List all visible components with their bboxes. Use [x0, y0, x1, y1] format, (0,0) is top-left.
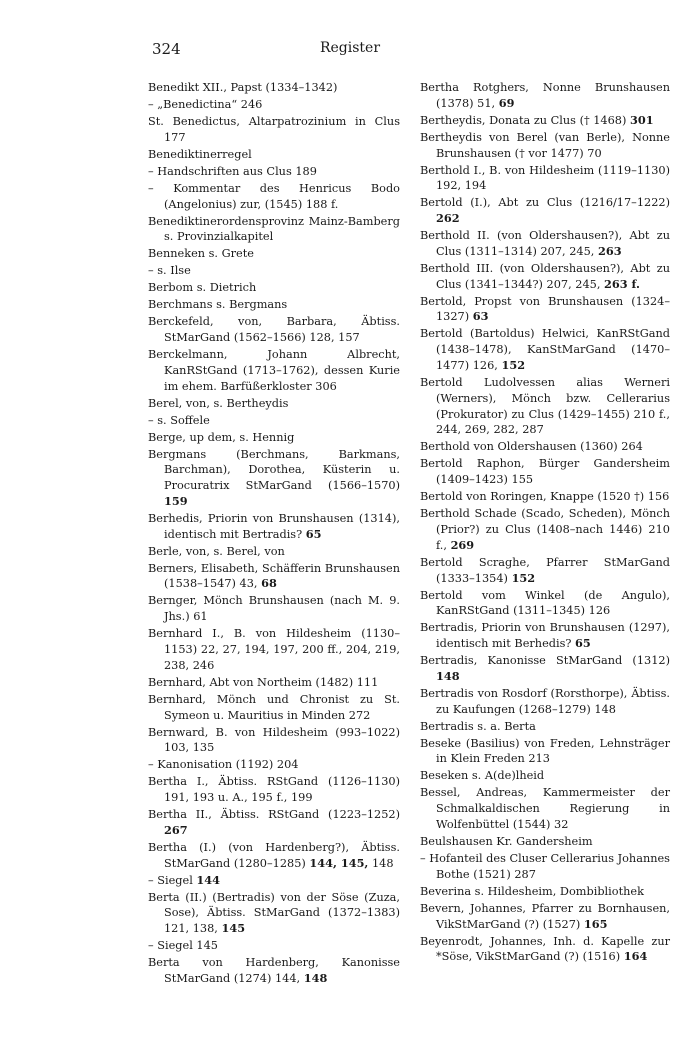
index-entry	[420, 884, 670, 900]
entry-text: Benedikt XII., Papst (1334–1342)	[148, 81, 338, 94]
entry-text: Berbom s. Dietrich	[148, 281, 257, 295]
index-entry	[148, 561, 400, 593]
index-entry	[148, 774, 400, 806]
index-entry	[148, 430, 400, 446]
entry-text: Bertold Raphon, Bürger Gandersheim (1409–1423) 155	[420, 457, 670, 487]
entry-text: Berckelmann, Johann Albrecht, KanRStGand (1713–1762), dessen Kurie im ehem. Barfüßerkloster 306	[148, 348, 400, 393]
entry-text: Bevern, Johannes, Pfarrer zu Bornhausen, VikStMarGand (?) (1527)	[420, 901, 670, 931]
index-subentry	[148, 164, 400, 180]
entry-page-ref: 65	[305, 526, 322, 541]
entry-page-ref: 262	[436, 211, 460, 226]
entry-text: St. Benedictus, Altarpatrozinium in Clus 177	[148, 114, 400, 144]
index-entry	[148, 544, 400, 560]
index-entry	[148, 347, 400, 394]
entry-text: Bertold Scraghe, Pfarrer StMarGand (1333–1354)	[420, 555, 670, 585]
index-entry	[148, 626, 400, 673]
index-subentry	[148, 757, 400, 773]
entry-text: Berchmans s. Bergmans	[148, 298, 288, 312]
entry-text: Beseke (Basilius) von Freden, Lehnsträger in Klein Freden 213	[420, 736, 670, 766]
entry-page-ref: 69	[498, 95, 515, 110]
entry-page-ref: 144	[196, 872, 221, 887]
index-subentry	[148, 263, 400, 279]
index-entry	[420, 163, 670, 195]
entry-text: Bertha Rotghers, Nonne Brunshausen (1378) 51,	[420, 81, 670, 110]
index-entry	[420, 261, 670, 293]
entry-text: Kanonisation (1192) 204	[157, 758, 299, 772]
entry-text: Berthold von Oldershausen (1360) 264	[420, 440, 643, 454]
entry-text: Bertheydis, Donata zu Clus († 1468)	[420, 113, 627, 127]
index-entry	[148, 80, 400, 96]
entry-text: Bernger, Mönch Brunshausen (nach M. 9. Jhs.) 61	[148, 594, 400, 624]
index-entry	[420, 686, 670, 718]
entry-text: Bertheydis von Berel (van Berle), Nonne Brunshausen († vor 1477) 70	[420, 130, 670, 160]
index-entry	[420, 456, 670, 488]
index-entry	[148, 840, 400, 872]
entry-text: Handschriften aus Clus 189	[157, 164, 317, 178]
entry-text: Berta (II.) (Bertradis) von der Söse (Zuza, Sose), Äbtiss. StMarGand (1372–1383) 121, 138,	[148, 890, 400, 936]
entry-text: Bertold (I.), Abt zu Clus (1216/17–1222)	[420, 196, 670, 210]
index-entry	[420, 588, 670, 620]
index-subentry	[148, 181, 400, 213]
entry-text: Benediktinerordensprovinz Mainz-Bamberg s. Provinzialkapitel	[148, 214, 400, 244]
index-entry	[420, 130, 670, 162]
entry-text: Siegel	[157, 873, 193, 887]
entry-text: Beulshausen Kr. Gandersheim	[420, 834, 593, 848]
index-entry	[148, 114, 400, 146]
index-entry	[420, 653, 670, 685]
entry-text: Berthold II. (von Oldershausen?), Abt zu Clus (1311–1314) 207, 245,	[420, 229, 670, 258]
entry-text: Bertradis von Rosdorf (Rorsthorpe), Äbtiss. zu Kaufungen (1268–1279) 148	[420, 686, 670, 716]
index-entry	[420, 768, 670, 784]
entry-text-tail: 148	[368, 856, 394, 870]
entry-page-ref: 263	[597, 243, 622, 258]
entry-page-ref: 301	[629, 112, 654, 127]
index-entry	[420, 785, 670, 832]
index-entry	[420, 555, 670, 587]
index-entry	[420, 489, 670, 505]
index-entry	[420, 375, 670, 438]
entry-text: Berel, von, s. Bertheydis	[148, 396, 289, 410]
entry-text: Siegel 145	[157, 939, 218, 953]
entry-page-ref: 152	[511, 570, 536, 585]
entry-page-ref: 263 f.	[604, 276, 640, 291]
index-entry	[420, 934, 670, 966]
entry-text: Berta von Hardenberg, Kanonisse StMarGand (1274) 144,	[148, 956, 400, 986]
entry-text: Bertold, Propst von Brunshausen (1324–1327)	[420, 294, 670, 324]
index-entry	[148, 511, 400, 543]
entry-page-ref: 159	[164, 493, 188, 508]
entry-text: Bessel, Andreas, Kammermeister der Schmalkaldischen Regierung in Wolfenbüttel (1544) 32	[420, 786, 670, 831]
index-entry	[420, 719, 670, 735]
index-entry	[420, 326, 670, 373]
entry-text: s. Soffele	[157, 413, 210, 427]
index-entry	[420, 736, 670, 768]
entry-text: Beseken s. A(de)lheid	[420, 769, 545, 783]
running-head: Register	[319, 40, 381, 56]
entry-text: Berners, Elisabeth, Schäfferin Brunshausen (1538–1547) 43,	[148, 561, 400, 591]
entry-page-ref: 145	[221, 921, 246, 936]
entry-text: Kommentar des Henricus Bodo (Angelonius) zur, (1545) 188 f.	[164, 181, 400, 211]
entry-text: Bertradis, Priorin von Brunshausen (1297), identisch mit Berhedis?	[420, 621, 670, 651]
index-entry	[148, 314, 400, 346]
entry-text: Bertha II., Äbtiss. RStGand (1223–1252)	[148, 808, 400, 822]
index-entry	[148, 692, 400, 724]
index-entry	[148, 280, 400, 296]
index-entry	[420, 506, 670, 553]
index-subentry	[148, 938, 400, 954]
entry-text: Berge, up dem, s. Hennig	[148, 430, 295, 444]
index-entry	[420, 228, 670, 260]
index-entry	[420, 113, 670, 129]
index-entry	[148, 214, 400, 246]
entry-text: „Benedictina“ 246	[157, 97, 263, 111]
entry-page-ref: 63	[472, 309, 489, 324]
entry-text: Berthold I., B. von Hildesheim (1119–1130) 192, 194	[420, 163, 670, 193]
index-entry	[420, 620, 670, 652]
index-entry	[148, 593, 400, 625]
entry-text: Bertradis s. a. Berta	[420, 719, 536, 733]
entry-page-ref: 164	[623, 949, 648, 964]
entry-page-ref: 148	[436, 668, 460, 683]
index-subentry	[148, 413, 400, 429]
entry-page-ref: 269	[450, 537, 475, 552]
entry-text: Bertha I., Äbtiss. RStGand (1126–1130) 191, 193 u. A., 195 f., 199	[148, 775, 400, 805]
entry-text: Beyenrodt, Johannes, Inh. d. Kapelle zur *Söse, VikStMarGand (?) (1516)	[420, 934, 670, 964]
index-entry	[148, 246, 400, 262]
entry-page-ref: 165	[583, 916, 608, 931]
index-subentry	[420, 851, 670, 883]
entry-text: Hofanteil des Cluser Cellerarius Johannes Bothe (1521) 287	[429, 851, 670, 881]
entry-text: Bertold Ludolvessen alias Werneri (Werners), Mönch bzw. Cellerarius (Prokurator) zu Clus (1429–1455) 210 f., 244, 269, 282, 287	[420, 376, 670, 437]
index-column-left	[148, 80, 400, 988]
entry-text: Berhedis, Priorin von Brunshausen (1314), identisch mit Bertradis?	[148, 511, 400, 541]
entry-text: Berthold Schade (Scado, Scheden), Mönch (Prior?) zu Clus (1408–nach 1446) 210 f.,	[420, 507, 670, 552]
index-entry	[420, 439, 670, 455]
entry-text: Benediktinerregel	[148, 147, 252, 161]
index-entry	[148, 447, 400, 510]
index-entry	[148, 955, 400, 987]
entry-text: Bernward, B. von Hildesheim (993–1022) 103, 135	[148, 725, 400, 755]
entry-text: Berle, von, s. Berel, von	[148, 544, 285, 558]
entry-page-ref: 148	[303, 971, 328, 986]
index-subentry	[148, 873, 400, 889]
entry-text: Bertold (Bartoldus) Helwici, KanRStGand (1438–1478), KanStMarGand (1470–1477) 126,	[420, 327, 670, 373]
entry-text: Benneken s. Grete	[148, 247, 254, 261]
entry-page-ref: 152	[501, 358, 526, 373]
page-number: 324	[152, 40, 181, 58]
entry-text: Bernhard, Abt von Northeim (1482) 111	[148, 675, 379, 689]
entry-text: Bertradis, Kanonisse StMarGand (1312)	[420, 654, 670, 668]
entry-text: Bergmans (Berchmans, Barkmans, Barchman), Dorothea, Küsterin u. Procuratrix StMarGand (1566–1570)	[148, 447, 400, 493]
index-entry	[420, 901, 670, 933]
index-subentry	[148, 97, 400, 113]
index-entry	[420, 80, 670, 112]
index-entry	[148, 807, 400, 839]
entry-text: Bernhard, Mönch und Chronist zu St. Symeon u. Mauritius in Minden 272	[148, 692, 400, 722]
entry-page-ref: 68	[261, 576, 277, 591]
entry-text: Bertha (I.) (von Hardenberg?), Äbtiss. StMarGand (1280–1285)	[148, 840, 400, 870]
entry-text: Berckefeld, von, Barbara, Äbtiss. StMarGand (1562–1566) 128, 157	[148, 315, 400, 345]
entry-text: Berthold III. (von Oldershausen?), Abt zu Clus (1341–1344?) 207, 245,	[420, 261, 670, 291]
index-entry	[420, 834, 670, 850]
entry-text: s. Ilse	[157, 264, 191, 278]
index-column-right	[420, 80, 670, 966]
entry-text: Bertold vom Winkel (de Angulo), KanRStGand (1311–1345) 126	[420, 588, 670, 618]
index-entry	[148, 725, 400, 757]
index-entry	[148, 147, 400, 163]
index-entry	[148, 675, 400, 691]
entry-text: Bertold von Roringen, Knappe (1520 †) 156	[420, 490, 670, 504]
index-entry	[148, 396, 400, 412]
entry-page-ref: 267	[164, 822, 188, 837]
entry-page-ref: 65	[575, 636, 591, 651]
index-entry	[148, 297, 400, 313]
index-entry	[420, 195, 670, 227]
index-entry	[148, 890, 400, 937]
entry-text: Beverina s. Hildesheim, Dombibliothek	[420, 884, 644, 898]
index-entry	[420, 294, 670, 326]
entry-text: Bernhard I., B. von Hildesheim (1130–1153) 22, 27, 194, 197, 200 ff., 204, 219, 238, 246	[148, 627, 400, 672]
entry-page-ref: 144, 145,	[309, 855, 369, 870]
